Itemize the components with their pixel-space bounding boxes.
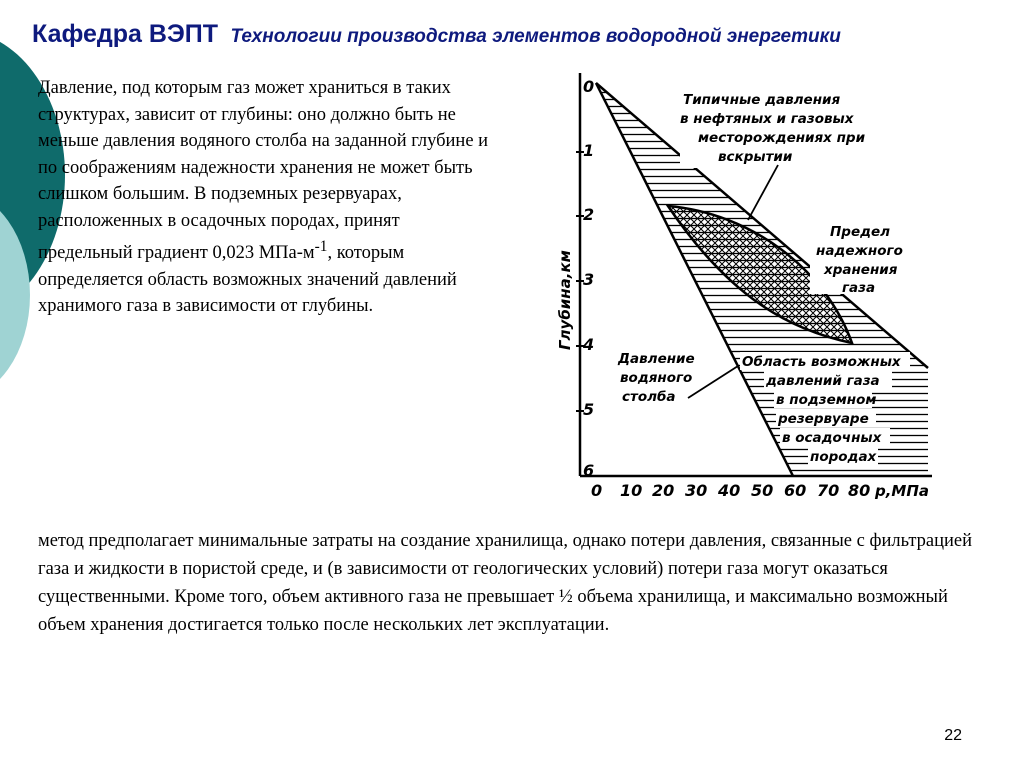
svg-text:хранения: хранения <box>824 262 898 278</box>
svg-text:Область возможных: Область возможных <box>742 354 901 370</box>
svg-text:месторождениях при: месторождениях при <box>698 130 866 146</box>
y-tick-5: 5 <box>583 400 595 419</box>
x-axis-unit: р,МПа <box>875 482 930 500</box>
y-tick-3: 3 <box>583 270 595 289</box>
x-tick-60: 60 <box>784 481 807 500</box>
y-tick-1: 1 <box>583 141 595 160</box>
paragraph-pressure-depth: Давление, под которым газ может храниться в таких структурах, зависит от глубины: оно должно быть не меньше давления водяного столба на заданной глубине и по соображениям надежности хранения не может быть слишком большим. В подземных резервуарах, расположенных в осадочных породах, принят предельный градиент 0,023 МПа-$м^{-1}$, которым определяется область возможных значений давлений хранимого газа в зависимости от глубины. <box>38 78 489 317</box>
y-tick-2: 2 <box>583 205 595 224</box>
label-water-column <box>614 348 698 406</box>
x-tick-20: 20 <box>652 481 675 500</box>
svg-text:породах: породах <box>810 449 877 465</box>
leader-typical <box>748 165 778 220</box>
department-title: Кафедра ВЭПТ <box>32 20 218 48</box>
label-typical-pressures <box>680 88 866 168</box>
svg-text:столба: столба <box>622 389 676 405</box>
svg-text:Предел: Предел <box>830 224 891 240</box>
svg-text:резервуаре: резервуаре <box>778 411 869 427</box>
svg-text:газа: газа <box>842 280 876 296</box>
page-number: 22 <box>944 727 962 744</box>
x-tick-10: 10 <box>620 481 643 500</box>
svg-text:в подземном: в подземном <box>776 392 877 408</box>
svg-text:в нефтяных и газовых: в нефтяных и газовых <box>680 111 854 127</box>
x-tick-70: 70 <box>817 481 840 500</box>
slide-header <box>32 20 841 49</box>
x-tick-80: 80 <box>848 481 871 500</box>
x-tick-30: 30 <box>685 481 708 500</box>
x-tick-40: 40 <box>718 481 741 500</box>
y-axis-label: Глубина,км <box>556 250 574 350</box>
svg-text:надежного: надежного <box>816 243 903 259</box>
y-tick-0: 0 <box>583 77 595 96</box>
x-tick-50: 50 <box>751 481 774 500</box>
paragraph-method-summary: метод предполагает минимальные затраты на создание хранилища, однако потери давления, связанные с фильтрацией газа и жидкости в пористой среде, и (в зависимости от геологических условий) потери газа могут оказаться существенными. Кроме того, объем активного газа не превышает ½ объема хранилища, и максимально возможный объем хранения достигается только после нескольких лет эксплуатации. <box>38 531 972 635</box>
svg-text:вскрытии: вскрытии <box>718 149 793 165</box>
svg-text:давлений газа: давлений газа <box>766 373 880 389</box>
svg-text:Давление: Давление <box>618 351 695 367</box>
y-tick-6: 6 <box>583 461 595 480</box>
y-tick-4: 4 <box>583 335 595 354</box>
topic-title: Технологии производства элементов водородной энергетики <box>230 26 841 47</box>
svg-text:Типичные давления: Типичные давления <box>683 92 841 108</box>
pressure-depth-diagram <box>540 68 940 508</box>
label-storage-limit <box>810 218 912 296</box>
x-tick-0: 0 <box>591 481 603 500</box>
svg-text:водяного: водяного <box>620 370 693 386</box>
svg-text:в осадочных: в осадочных <box>782 430 882 446</box>
